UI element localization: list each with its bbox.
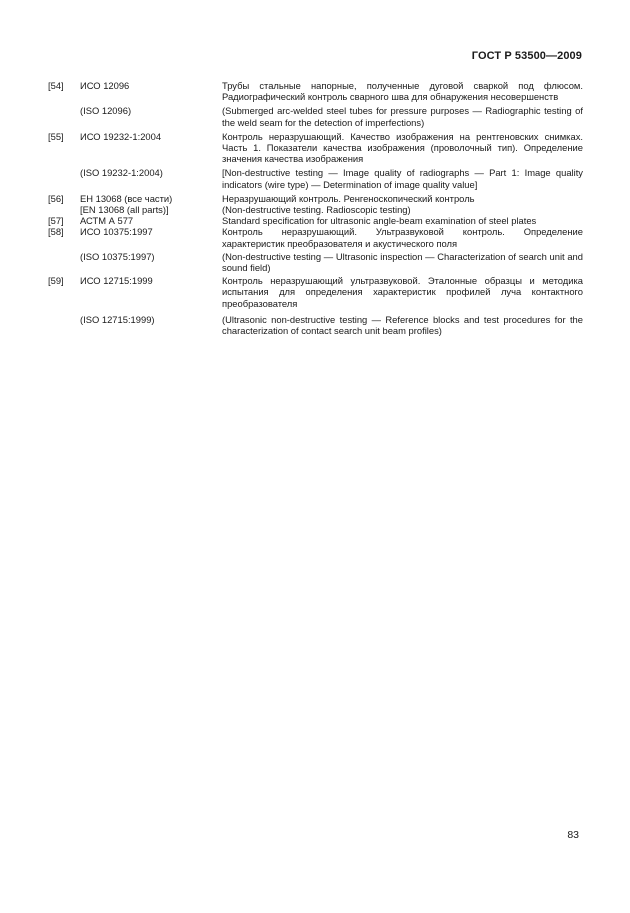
reference-title: (Submerged arc-welded steel tubes for pressure purposes — Radiographic testing of the weld seam for the detection of imperfections): [222, 105, 583, 128]
reference-code: (ISO 12096): [80, 105, 132, 117]
reference-title: (Ultrasonic non-destructive testing — Reference blocks and test procedures for the characterization of contact search unit beam profiles): [222, 313, 583, 337]
reference-code: ИСО 19232-1:2004: [80, 130, 162, 142]
list-item: [48, 167, 583, 189]
reference-title: Контроль неразрушающий. Ультразвуковой контроль. Определение характеристик преобразователя и акустического поля: [222, 226, 583, 249]
list-item: [48, 275, 583, 309]
list-item: [48, 215, 583, 226]
reference-title: [Non-destructive testing — Image quality of radiographs — Part 1: Image quality indicators (wire type) — Determination of image quality value]: [222, 167, 583, 190]
reference-title: Неразрушающий контроль. Ренгеноскопический контроль: [222, 192, 475, 204]
list-item: [48, 105, 583, 127]
list-item: [48, 226, 583, 248]
reference-title: Standard specification for ultrasonic angle-beam examination of steel plates: [222, 215, 537, 227]
document-header: ГОСТ Р 53500—2009: [471, 50, 582, 62]
list-item: [48, 131, 583, 165]
reference-number: [56]: [48, 192, 64, 204]
reference-title: (Non-destructive testing — Ultrasonic inspection — Characterization of search unit and sound field): [222, 250, 583, 274]
reference-number: [59]: [48, 275, 64, 287]
bibliography-list: [48, 80, 583, 336]
page-number: 83: [567, 829, 579, 841]
reference-code: ИСО 12715:1999: [80, 275, 153, 287]
reference-title: Контроль неразрушающий ультразвуковой. Эталонные образцы и методика испытания для определения характеристик профилей луча контактного преобразователя: [222, 275, 583, 309]
list-item: [48, 80, 583, 102]
reference-code: ЕН 13068 (все части): [80, 192, 173, 204]
reference-code: ИСО 10375:1997: [80, 226, 153, 238]
list-item: [48, 314, 583, 336]
reference-code: [EN 13068 (all parts)]: [80, 204, 169, 216]
list-item: [48, 251, 583, 273]
reference-code: (ISO 12715:1999): [80, 313, 155, 325]
reference-code: (ISO 19232-1:2004): [80, 167, 163, 179]
reference-number: [57]: [48, 215, 64, 227]
reference-code: АСТМ А 577: [80, 215, 134, 227]
list-item: [48, 193, 583, 204]
reference-title: (Non-destructive testing. Radioscopic testing): [222, 204, 411, 216]
reference-title: Контроль неразрушающий. Качество изображения на рентгеновских снимках. Часть 1. Показатели качества изображения (проволочный тип). Определение значения качества изображения: [222, 130, 583, 165]
reference-number: [55]: [48, 130, 64, 142]
reference-code: ИСО 12096: [80, 80, 130, 91]
reference-number: [58]: [48, 226, 64, 238]
reference-number: [54]: [48, 80, 64, 91]
reference-code: (ISO 10375:1997): [80, 250, 155, 262]
list-item: [48, 204, 583, 215]
reference-title: Трубы стальные напорные, полученные дуговой сваркой под флюсом. Радиографический контроль сварного шва для обнаружения несовершенств: [222, 80, 583, 103]
